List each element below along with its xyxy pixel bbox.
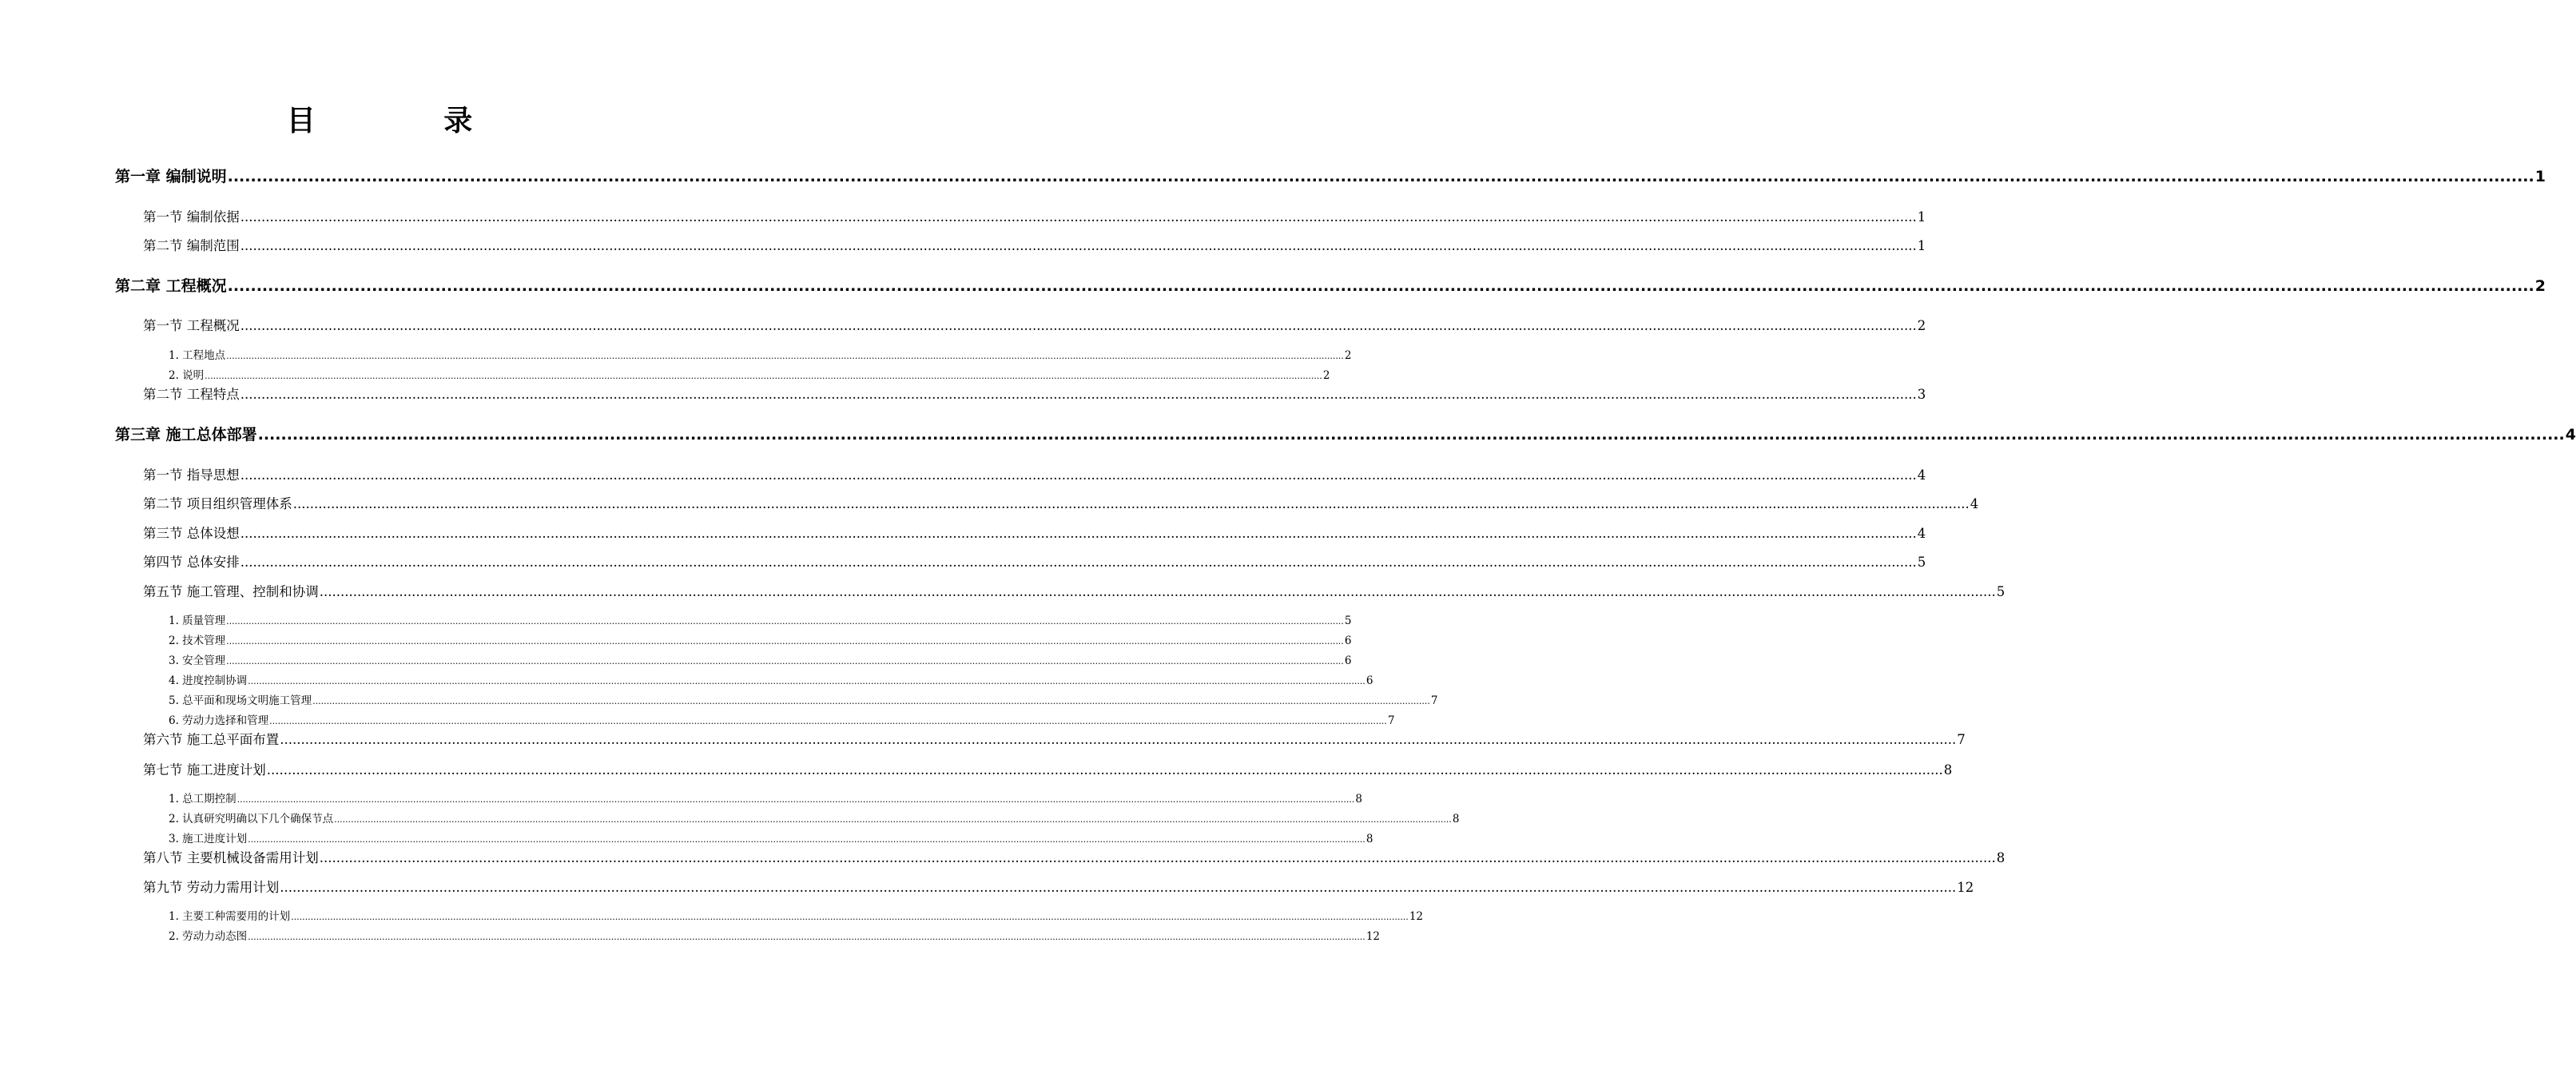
toc-dot-leader: ................................................................................................................................................................................................................................................................................................................................................................................................................ xyxy=(226,656,1344,666)
toc-entry-page-number: 6 xyxy=(1366,674,1373,687)
toc-subsection-entry[interactable] xyxy=(169,714,1395,728)
toc-subsection-entry[interactable] xyxy=(169,614,1352,628)
toc-dot-leader: ................................................................................................................................................................................................................................................................................................................................................................................................................ xyxy=(227,277,2534,295)
toc-subsection-entry[interactable] xyxy=(169,929,1380,944)
toc-dot-leader: ................................................................................................................................................................................................................................................................................................................................................................................................................ xyxy=(240,209,1917,225)
toc-section-entry[interactable] xyxy=(143,209,1926,226)
toc-dot-leader: ................................................................................................................................................................................................................................................................................................................................................................................................................ xyxy=(240,318,1917,333)
toc-dot-leader: ................................................................................................................................................................................................................................................................................................................................................................................................................ xyxy=(292,496,1970,511)
toc-dot-leader: ................................................................................................................................................................................................................................................................................................................................................................................................................ xyxy=(226,636,1344,646)
toc-entry-page-number: 4 xyxy=(1970,496,1979,511)
toc-dot-leader: ................................................................................................................................................................................................................................................................................................................................................................................................................ xyxy=(240,555,1917,570)
toc-entry-page-number: 8 xyxy=(1452,813,1460,825)
toc-entry-page-number: 7 xyxy=(1387,714,1395,727)
toc-dot-leader: ................................................................................................................................................................................................................................................................................................................................................................................................................ xyxy=(240,467,1917,483)
toc-subsection-entry[interactable] xyxy=(169,832,1373,846)
toc-entry-page-number: 6 xyxy=(1344,654,1352,667)
toc-entry-page-number: 7 xyxy=(1957,732,1966,747)
toc-entry-label: 第八节 主要机械设备需用计划 xyxy=(143,850,319,865)
toc-dot-leader: ................................................................................................................................................................................................................................................................................................................................................................................................................ xyxy=(205,371,1322,381)
toc-entry-page-number: 8 xyxy=(1355,793,1362,806)
toc-entry-label: 第三节 总体设想 xyxy=(143,526,240,541)
toc-entry-page-number: 6 xyxy=(1344,634,1352,647)
toc-chapter-entry[interactable] xyxy=(115,424,2576,445)
toc-dot-leader: ................................................................................................................................................................................................................................................................................................................................................................................................................ xyxy=(227,168,2534,185)
toc-entry-label: 1. 总工期控制 xyxy=(169,793,237,806)
toc-entry-page-number: 5 xyxy=(1917,555,1926,570)
toc-dot-leader: ................................................................................................................................................................................................................................................................................................................................................................................................................ xyxy=(257,426,2565,444)
toc-entry-label: 第四节 总体安排 xyxy=(143,555,240,570)
toc-subsection-entry[interactable] xyxy=(169,792,1362,806)
toc-dot-leader: ................................................................................................................................................................................................................................................................................................................................................................................................................ xyxy=(240,387,1917,402)
toc-entry-label: 1. 工程地点 xyxy=(169,349,226,362)
toc-entry-label: 第二章 工程概况 xyxy=(115,277,227,295)
toc-section-entry[interactable] xyxy=(143,731,1966,749)
toc-entry-page-number: 4 xyxy=(1917,467,1926,483)
toc-entry-page-number: 2 xyxy=(1917,318,1926,333)
toc-subsection-entry[interactable] xyxy=(169,674,1373,688)
toc-section-entry[interactable] xyxy=(143,317,1926,335)
toc-entry-label: 4. 进度控制协调 xyxy=(169,674,248,687)
toc-entry-label: 第一节 工程概况 xyxy=(143,318,240,333)
toc-entry-label: 3. 安全管理 xyxy=(169,654,226,667)
toc-dot-leader: ................................................................................................................................................................................................................................................................................................................................................................................................................ xyxy=(240,238,1917,253)
toc-entry-page-number: 8 xyxy=(1366,833,1373,845)
toc-dot-leader: ................................................................................................................................................................................................................................................................................................................................................................................................................ xyxy=(319,850,1996,865)
toc-entry-label: 3. 施工进度计划 xyxy=(169,833,248,845)
toc-entry-label: 2. 技术管理 xyxy=(169,634,226,647)
toc-entry-label: 第三章 施工总体部署 xyxy=(115,426,257,444)
toc-entry-label: 第二节 编制范围 xyxy=(143,238,240,253)
toc-section-entry[interactable] xyxy=(143,467,1926,484)
toc-chapter-entry[interactable] xyxy=(115,276,2546,296)
toc-section-entry[interactable] xyxy=(143,495,1979,513)
toc-dot-leader: ................................................................................................................................................................................................................................................................................................................................................................................................................ xyxy=(291,912,1409,922)
toc-dot-leader: ................................................................................................................................................................................................................................................................................................................................................................................................................ xyxy=(248,676,1366,686)
toc-entry-label: 5. 总平面和现场文明施工管理 xyxy=(169,694,312,707)
toc-entry-page-number: 1 xyxy=(1917,209,1926,225)
toc-entry-page-number: 12 xyxy=(1957,880,1974,895)
toc-dot-leader: ................................................................................................................................................................................................................................................................................................................................................................................................................ xyxy=(226,351,1344,361)
toc-section-entry[interactable] xyxy=(143,762,1953,779)
toc-entry-page-number: 12 xyxy=(1366,930,1380,943)
toc-subsection-entry[interactable] xyxy=(169,654,1352,668)
toc-section-entry[interactable] xyxy=(143,237,1926,255)
toc-entry-page-number: 1 xyxy=(1917,238,1926,253)
toc-entry-label: 第五节 施工管理、控制和协调 xyxy=(143,584,319,599)
toc-dot-leader: ................................................................................................................................................................................................................................................................................................................................................................................................................ xyxy=(266,762,1943,778)
toc-subsection-entry[interactable] xyxy=(169,634,1352,648)
toc-entry-label: 第一节 编制依据 xyxy=(143,209,240,225)
toc-subsection-entry[interactable] xyxy=(169,348,1352,363)
toc-entry-label: 2. 认真研究明确以下几个确保节点 xyxy=(169,813,334,825)
toc-dot-leader: ................................................................................................................................................................................................................................................................................................................................................................................................................ xyxy=(319,584,1996,599)
toc-entry-page-number: 1 xyxy=(2534,168,2546,185)
toc-entry-page-number: 3 xyxy=(1917,387,1926,402)
toc-dot-leader: ................................................................................................................................................................................................................................................................................................................................................................................................................ xyxy=(237,794,1355,805)
toc-dot-leader: ................................................................................................................................................................................................................................................................................................................................................................................................................ xyxy=(334,814,1452,825)
toc-entry-page-number: 8 xyxy=(1943,762,1953,778)
toc-entry-page-number: 2 xyxy=(1322,369,1330,382)
toc-dot-leader: ................................................................................................................................................................................................................................................................................................................................................................................................................ xyxy=(312,696,1430,706)
toc-entry-page-number: 2 xyxy=(2534,277,2546,295)
toc-entry-page-number: 12 xyxy=(1409,910,1423,923)
toc-entry-label: 第六节 施工总平面布置 xyxy=(143,732,280,747)
toc-dot-leader: ................................................................................................................................................................................................................................................................................................................................................................................................................ xyxy=(280,880,1957,895)
toc-entry-label: 2. 劳动力动态图 xyxy=(169,930,248,943)
toc-section-entry[interactable] xyxy=(143,583,2006,601)
toc-dot-leader: ................................................................................................................................................................................................................................................................................................................................................................................................................ xyxy=(226,616,1344,626)
toc-subsection-entry[interactable] xyxy=(169,909,1423,924)
toc-dot-leader: ................................................................................................................................................................................................................................................................................................................................................................................................................ xyxy=(248,932,1366,942)
toc-subsection-entry[interactable] xyxy=(169,368,1330,383)
toc-entry-page-number: 7 xyxy=(1430,694,1438,707)
toc-entry-page-number: 8 xyxy=(1996,850,2006,865)
toc-section-entry[interactable] xyxy=(143,849,2006,867)
toc-dot-leader: ................................................................................................................................................................................................................................................................................................................................................................................................................ xyxy=(248,834,1366,845)
toc-entry-label: 1. 质量管理 xyxy=(169,615,226,627)
toc-entry-label: 第七节 施工进度计划 xyxy=(143,762,266,778)
toc-entry-page-number: 4 xyxy=(1917,526,1926,541)
toc-subsection-entry[interactable] xyxy=(169,694,1438,708)
toc-entry-label: 第九节 劳动力需用计划 xyxy=(143,880,280,895)
toc-entry-page-number: 2 xyxy=(1344,349,1352,362)
toc-entry-label: 第二节 项目组织管理体系 xyxy=(143,496,292,511)
toc-entry-label: 2. 说明 xyxy=(169,369,205,382)
toc-chapter-entry[interactable] xyxy=(115,166,2546,187)
toc-section-entry[interactable] xyxy=(143,525,1926,543)
toc-dot-leader: ................................................................................................................................................................................................................................................................................................................................................................................................................ xyxy=(240,526,1917,541)
toc-entry-label: 第一章 编制说明 xyxy=(115,168,227,185)
toc-entry-page-number: 5 xyxy=(1996,584,2006,599)
toc-entry-page-number: 4 xyxy=(2565,426,2576,444)
toc-entry-label: 6. 劳动力选择和管理 xyxy=(169,714,269,727)
toc-section-entry[interactable] xyxy=(143,554,1926,571)
toc-entry-page-number: 5 xyxy=(1344,615,1352,627)
toc-entry-label: 1. 主要工种需要用的计划 xyxy=(169,910,291,923)
toc-section-entry[interactable] xyxy=(143,879,1974,897)
toc-subsection-entry[interactable] xyxy=(169,812,1460,826)
toc-entry-label: 第一节 指导思想 xyxy=(143,467,240,483)
toc-entry-label: 第二节 工程特点 xyxy=(143,387,240,402)
toc-dot-leader: ................................................................................................................................................................................................................................................................................................................................................................................................................ xyxy=(269,716,1387,726)
toc-title: 目 录 xyxy=(286,105,532,137)
toc-section-entry[interactable] xyxy=(143,386,1926,404)
toc-dot-leader: ................................................................................................................................................................................................................................................................................................................................................................................................................ xyxy=(280,732,1957,747)
